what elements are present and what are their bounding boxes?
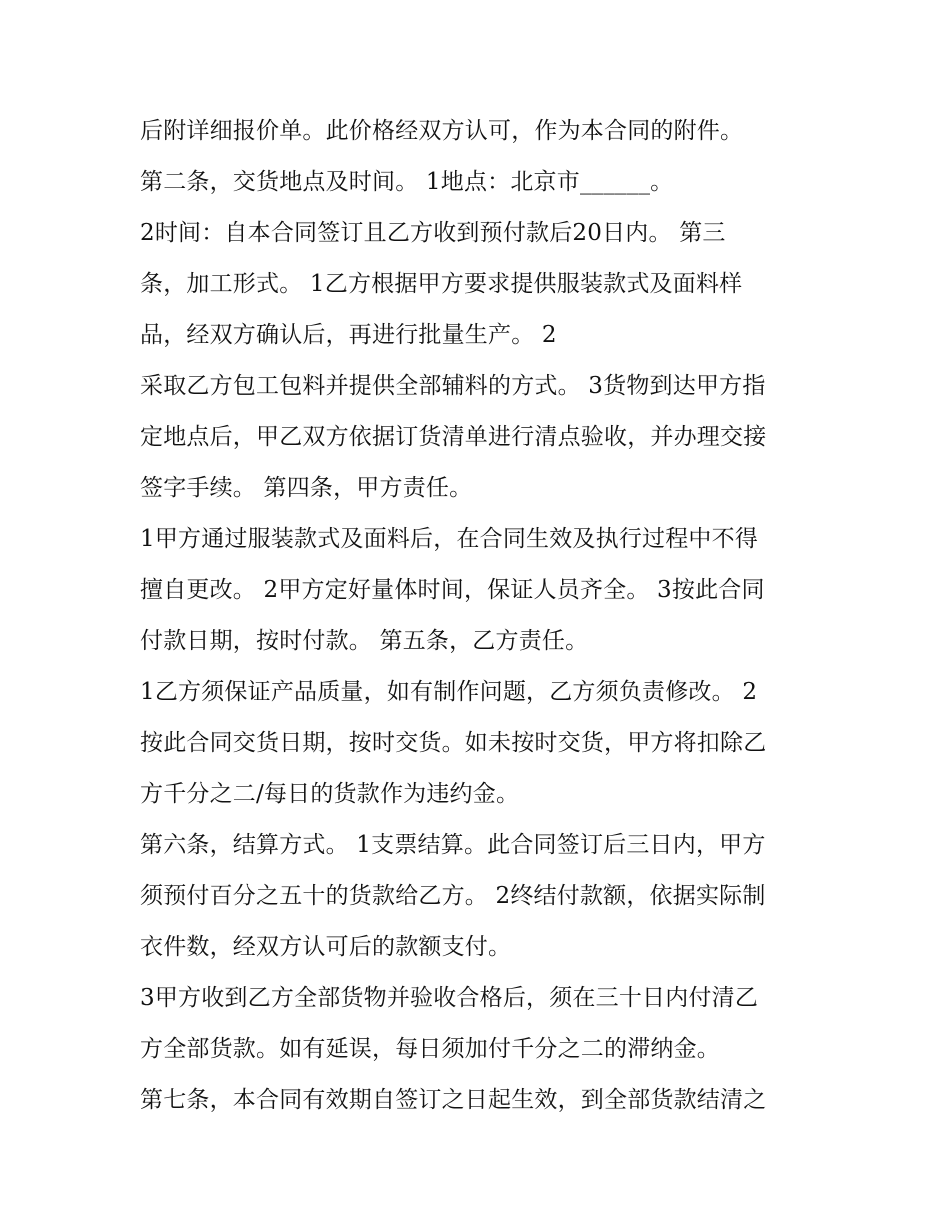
text-line: 第七条，本合同有效期自签订之日起生效，到全部货款结清之 [140,1087,767,1113]
text-line: 3甲方收到乙方全部货物并验收合格后，须在三十日内付清乙 [140,985,759,1011]
text-line: 第六条，结算方式。 1支票结算。此合同签订后三日内，甲方 [140,832,766,858]
text-line: 1乙方须保证产品质量，如有制作问题，乙方须负责修改。 2 [140,679,758,705]
text-line: 2时间：自本合同签订且乙方收到预付款后20日内。 第三 [140,220,726,246]
text-line: 1甲方通过服装款式及面料后，在合同生效及执行过程中不得 [140,526,759,552]
text-line: 后附详细报价单。此价格经双方认可，作为本合同的附件。 [140,118,744,144]
contract-text [140,106,830,1126]
text-line: 品，经双方确认后，再进行批量生产。 2 [140,322,557,348]
text-line: 签字手续。 第四条，甲方责任。 [140,475,473,501]
text-line: 衣件数，经双方认可后的款额支付。 [140,934,512,960]
text-line: 付款日期，按时付款。 第五条，乙方责任。 [140,628,589,654]
text-line: 擅自更改。 2甲方定好量体时间，保证人员齐全。 3按此合同 [140,577,765,603]
text-line: 条，加工形式。 1乙方根据甲方要求提供服装款式及面料样 [140,271,743,297]
text-line: 方千分之二/每日的货款作为违约金。 [140,781,520,807]
text-line: 定地点后，甲乙双方依据订货清单进行清点验收，并办理交接 [140,424,767,450]
text-line: 第二条，交货地点及时间。 1地点：北京市______。 [140,169,674,195]
text-line: 按此合同交货日期，按时交货。如未按时交货，甲方将扣除乙 [140,730,767,756]
text-line: 采取乙方包工包料并提供全部辅料的方式。 3货物到达甲方指 [140,373,766,399]
text-line: 须预付百分之五十的货款给乙方。 2终结付款额，依据实际制 [140,883,766,909]
text-line: 方全部货款。如有延误，每日须加付千分之二的滞纳金。 [140,1036,720,1062]
